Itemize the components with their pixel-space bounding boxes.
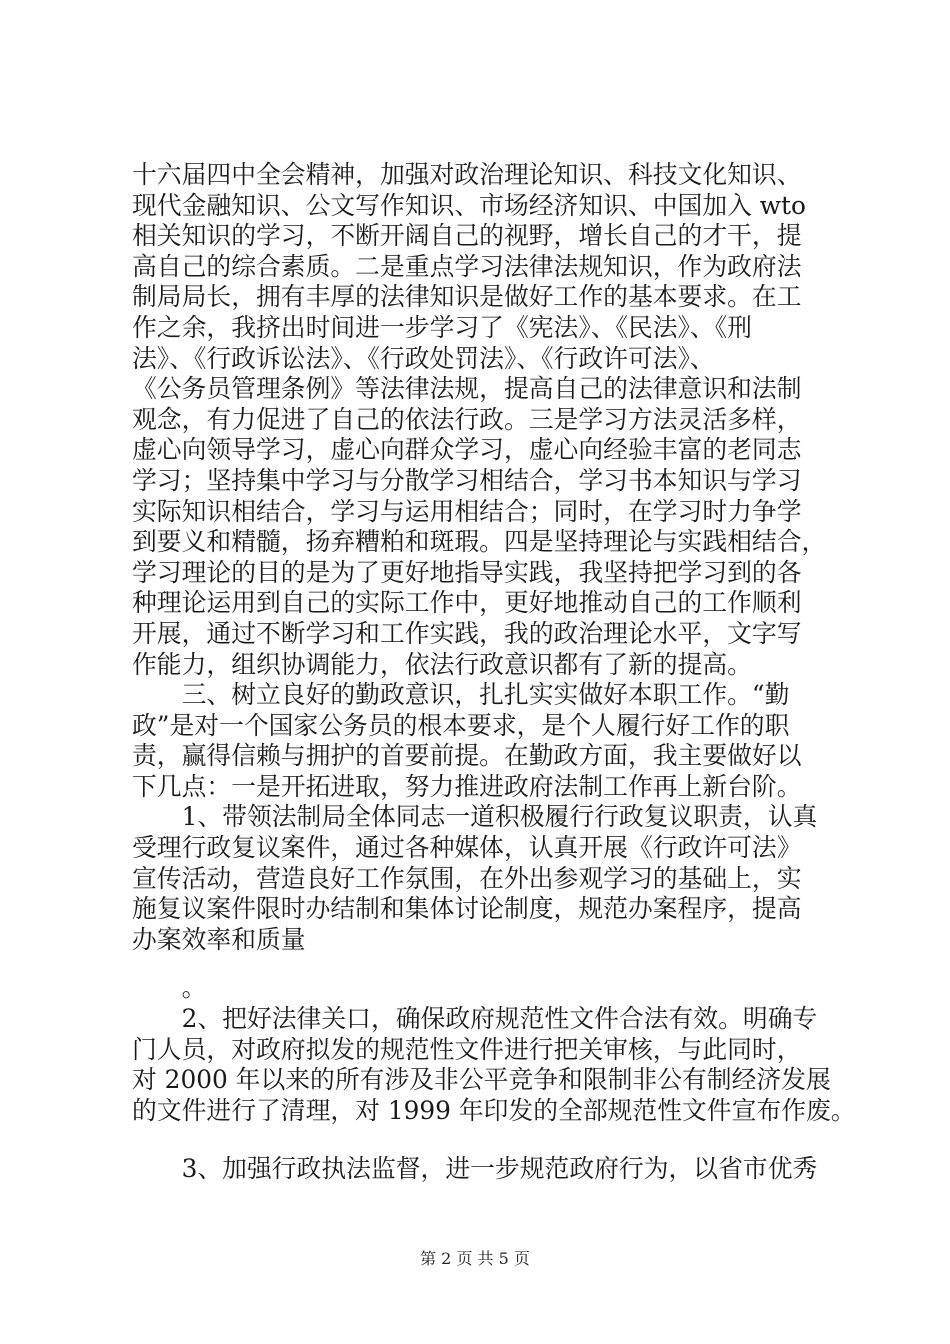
text-line: 学习；坚持集中学习与分散学习相结合，学习书本知识与学习 — [132, 465, 802, 495]
text-line: 2、把好法律关口，确保政府规范性文件合法有效。明确专 — [132, 1004, 818, 1034]
text-line: 高自己的综合素质。二是重点学习法律法规知识，作为政府法 — [132, 251, 802, 281]
text-line: 种理论运用到自己的实际工作中，更好地推动自己的工作顺利 — [132, 588, 802, 618]
text-line: 对 2000 年以来的所有涉及非公平竞争和限制非公有制经济发展 — [132, 1065, 831, 1095]
text-line: 作之余，我挤出时间进一步学习了《宪法》、《民法》、《刑 — [132, 312, 752, 342]
text-line: 法》、《行政诉讼法》、《行政处罚法》、《行政许可法》、 — [132, 343, 715, 373]
text-line: 下几点：一是开拓进取，努力推进政府法制工作再上新台阶。 — [132, 771, 802, 801]
text-line: 制局局长，拥有丰厚的法律知识是做好工作的基本要求。在工 — [132, 282, 802, 312]
text-line: 到要义和精髓，扬弃糟粕和斑瑕。四是坚持理论与实践相结合， — [132, 527, 827, 557]
period-line: 。 — [132, 973, 207, 1003]
text-line: 3、加强行政执法监督，进一步规范政府行为，以省市优秀 — [132, 1154, 818, 1184]
text-line: 观念，有力促进了自己的依法行政。三是学习方法灵活多样， — [132, 404, 802, 434]
text-line: 十六届四中全会精神，加强对政治理论知识、科技文化知识、 — [132, 160, 802, 189]
text-line: 相关知识的学习，不断开阔自己的视野，增长自己的才干，提 — [132, 221, 802, 251]
body-text — [132, 160, 856, 1185]
text-line: 责，赢得信赖与拥护的首要前提。在勤政方面，我主要做好以 — [132, 741, 802, 771]
page-number-footer: 第 2 页 共 5 页 — [420, 1249, 530, 1268]
text-line: 现代金融知识、公文写作知识、市场经济知识、中国加入 wto — [132, 190, 806, 220]
text-line: 实际知识相结合，学习与运用相结合；同时，在学习时力争学 — [132, 496, 802, 526]
text-line: 门人员，对政府拟发的规范性文件进行把关审核，与此同时， — [132, 1034, 802, 1064]
text-line: 施复议案件限时办结制和集体讨论制度，规范办案程序，提高 — [132, 894, 802, 924]
text-line: 受理行政复议案件，通过各种媒体，认真开展《行政许可法》 — [132, 833, 802, 863]
text-line: 《公务员管理条例》等法律法规，提高自己的法律意识和法制 — [132, 374, 802, 404]
text-line: 开展，通过不断学习和工作实践，我的政治理论水平，文字写 — [132, 618, 802, 648]
text-line: 政”是对一个国家公务员的根本要求，是个人履行好工作的职 — [132, 710, 790, 740]
text-line: 作能力，组织协调能力，依法行政意识都有了新的提高。 — [132, 649, 752, 679]
text-line: 的文件进行了清理，对 1999 年印发的全部规范性文件宣布作废。 — [132, 1095, 856, 1125]
text-line: 办案效率和质量 — [132, 924, 306, 954]
text-line: 学习理论的目的是为了更好地指导实践，我坚持把学习到的各 — [132, 557, 802, 587]
text-line: 三、树立良好的勤政意识，扎扎实实做好本职工作。“勤 — [132, 680, 790, 710]
text-line: 宣传活动，营造良好工作氛围，在外出参观学习的基础上，实 — [132, 863, 802, 893]
text-line: 虚心向领导学习，虚心向群众学习，虚心向经验丰富的老同志 — [132, 435, 802, 465]
spacer — [132, 1126, 832, 1154]
spacer — [132, 955, 832, 973]
text-line: 1、带领法制局全体同志一道积极履行行政复议职责，认真 — [132, 802, 818, 832]
